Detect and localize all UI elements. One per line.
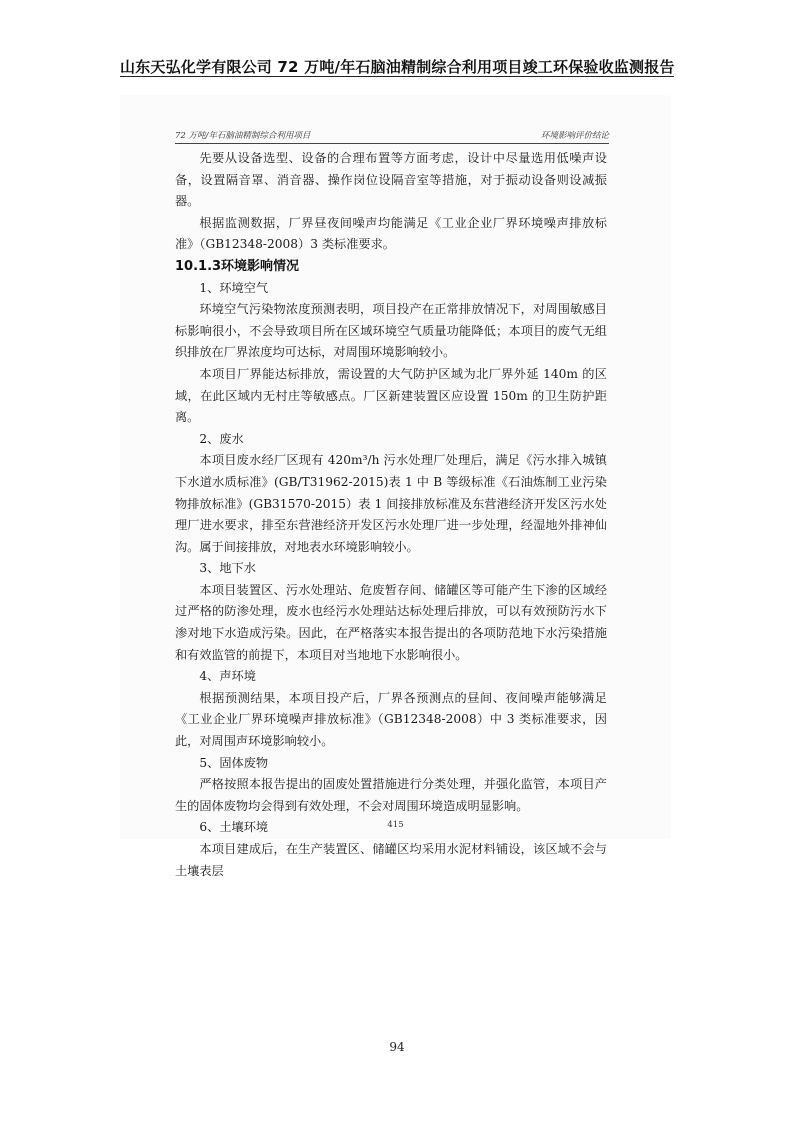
header-rule [120, 76, 674, 77]
scanned-header-right: 环境影响评价结论 [540, 131, 609, 141]
subsection-title: 1、环境空气 [199, 280, 269, 295]
paragraph: 本项目装置区、污水处理站、危废暂存间、储罐区等可能产生下渗的区域经过严格的防渗处理，废水也经污水处理站达标处理后排放，可以有效预防污水下渗对地下水造成污染。因此，在严格落实本报告提出的各项防范地下水污染措施和有效监管的前提下，本项目对当地地下水影响很小。 [175, 582, 607, 662]
paragraph: 先要从设备选型、设备的合理布置等方面考虑，设计中尽量选用低噪声设备，设置隔音罩、消音器、操作岗位设隔音室等措施，对于振动设备则设减振器。 [175, 151, 607, 209]
scanned-page-number: 415 [387, 820, 404, 830]
scanned-page-header [175, 129, 609, 143]
subsection-title: 3、地下水 [199, 561, 256, 576]
report-header-title: 山东天弘化学有限公司 72 万吨/年石脑油精制综合利用项目竣工环保验收监测报告 [120, 58, 675, 76]
paragraph: 环境空气污染物浓度预测表明，项目投产在正常排放情况下，对周围敏感目标影响很小，不会导致项目所在区域环境空气质量功能降低；本项目的废气无组织排放在厂界浓度均可达标，对周围环境影响较小。 [175, 302, 607, 360]
paragraph: 根据监测数据，厂界昼夜间噪声均能满足《工业企业厂界环境噪声排放标准》（GB12348-2008）3 类标准要求。 [175, 215, 607, 252]
scanned-header-rule [175, 143, 609, 144]
scanned-page [120, 95, 671, 878]
section-heading: 10.1.3环境影响情况 [175, 258, 300, 274]
paragraph: 本项目废水经厂区现有 420m³/h 污水处理厂处理后，满足《污水排入城镇下水道水质标准》(GB/T31962-2015)表 1 中 B 等级标准《石油炼制工业污染物排放标准》(GB31570-2015）表 1 间接排放标准及东营港经济开发区污水处理厂进水要求，排至东营港经济开发区污水处理厂进一步处理，经湿地外排神仙沟。属于间接排放，对地表水环境影响较小。 [175, 453, 607, 554]
paragraph: 严格按照本报告提出的固废处置措施进行分类处理，并强化监管，本项目产生的固体废物均会得到有效处理，不会对周围环境造成明显影响。 [175, 777, 607, 813]
subsection-title: 6、土壤环境 [199, 820, 269, 835]
subsection-title: 5、固体废物 [199, 755, 269, 770]
page-number: 94 [389, 1040, 405, 1054]
subsection-title: 2、废水 [199, 431, 244, 446]
subsection-title: 4、声环境 [199, 669, 256, 684]
paragraph: 本项目建成后，在生产装置区、储罐区均采用水泥材料铺设，该区域不会与土壤表层 [175, 842, 607, 878]
paragraph: 本项目厂界能达标排放，需设置的大气防护区域为北厂界外延 140m 的区域，在此区域内无村庄等敏感点。厂区新建装置区应设置 150m 的卫生防护距离。 [175, 366, 607, 425]
scanned-header-left: 72 万吨/年石脑油精制综合利用项目 [175, 131, 311, 141]
scanned-body [175, 148, 607, 882]
paragraph: 根据预测结果，本项目投产后，厂界各预测点的昼间、夜间噪声能够满足《工业企业厂界环境噪声排放标准》（GB12348-2008）中 3 类标准要求，因此，对周围声环境影响较小。 [175, 690, 607, 749]
